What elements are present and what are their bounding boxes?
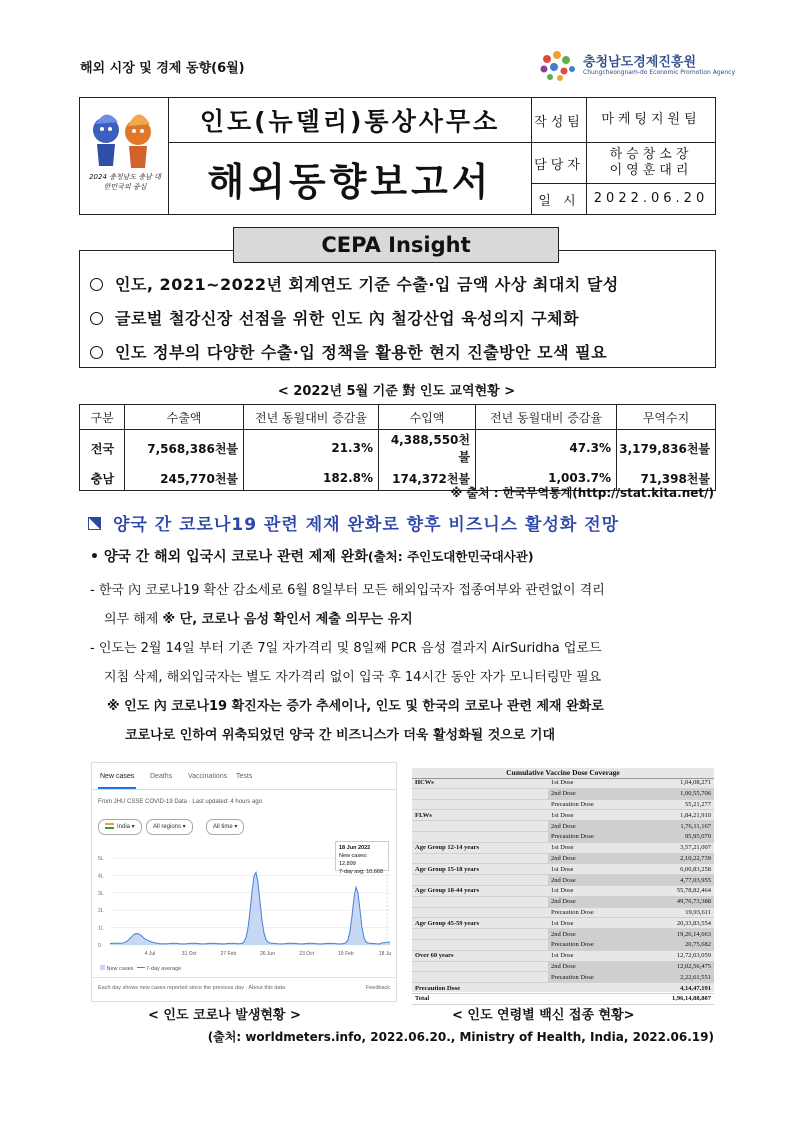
table-cell: 전국 [80, 430, 125, 467]
table-row [412, 972, 714, 983]
vaccine-value: 1,84,21,910 [634, 810, 714, 821]
table-row [412, 875, 714, 886]
vaccine-value: 1,96,14,88,807 [634, 993, 714, 1004]
trade-source: ※ 출처 : 한국무역통계(http://stat.kita.net/) [450, 486, 714, 500]
table-header: 구분 [80, 405, 125, 430]
vaccine-group: Over 60 years [412, 950, 548, 961]
x-tick-label: 31 Oct [181, 951, 197, 957]
vaccine-panel [412, 768, 714, 1003]
tooltip-cases: New cases: 12,899 [339, 853, 368, 867]
table-row [412, 788, 714, 799]
vaccine-dose: 2nd Dose [548, 821, 634, 832]
vaccine-dose: Precaution Dose [548, 799, 634, 810]
insight-text: 인도 정부의 다양한 수출·입 정책을 활용한 현지 진출방안 모색 필요 [115, 343, 608, 362]
tab-deaths[interactable]: Deaths [150, 773, 173, 780]
vaccine-value: 4,77,03,955 [634, 875, 714, 886]
vaccine-group [412, 788, 548, 799]
mascot-caption: 2024 충청남도 충남 대한민국의 중심 [89, 173, 161, 191]
vaccine-dose: 1st Dose [548, 918, 634, 929]
feedback-link[interactable]: Feedback [365, 985, 390, 991]
vaccine-value: 12,72,03,059 [634, 950, 714, 961]
table-row [412, 842, 714, 853]
vaccine-value: 95,95,070 [634, 831, 714, 842]
tooltip-avg: 7-day avg: 10,668 [339, 869, 384, 875]
vaccine-dose: 2nd Dose [548, 896, 634, 907]
vaccine-dose: 1st Dose [548, 950, 634, 961]
vaccine-dose: Precaution Dose [548, 831, 634, 842]
sub-heading-source: (출처: 주인도대한민국대사관) [367, 549, 534, 564]
table-cell: 245,770천불 [125, 466, 244, 491]
doc-label: 해외 시장 및 경제 동향(6월) [80, 61, 245, 76]
insight-item [90, 306, 579, 329]
sub-heading [90, 546, 534, 566]
table-row [412, 853, 714, 864]
manager-name-1: 하승창소장 [609, 147, 693, 162]
vaccine-value: 3,57,21,007 [634, 842, 714, 853]
vaccine-dose: 1st Dose [548, 864, 634, 875]
y-tick-label: 5L [98, 856, 104, 862]
circle-bullet-icon [90, 278, 103, 291]
table-header: 수출액 [125, 405, 244, 430]
tooltip-date: 18 Jun 2022 [339, 845, 371, 851]
table-row [412, 950, 714, 961]
vaccine-dose: Precaution Dose [548, 972, 634, 983]
vaccine-group [412, 929, 548, 940]
org-logo-icon [535, 47, 579, 83]
vaccine-group [412, 939, 548, 950]
vaccine-value: 1,76,11,167 [634, 821, 714, 832]
table-row [412, 864, 714, 875]
region-select[interactable]: All regions ▾ [146, 819, 193, 835]
vaccine-value: 55,21,277 [634, 799, 714, 810]
circle-bullet-icon [90, 346, 103, 359]
vaccine-table [412, 778, 714, 1005]
insight-item [90, 340, 607, 363]
y-tick-label: 1L [98, 925, 104, 932]
vaccine-dose: 2nd Dose [548, 875, 634, 886]
table-header: 수입액 [379, 405, 476, 430]
vaccine-value: 20,33,83,554 [634, 918, 714, 929]
vaccine-value: 1,04,08,271 [634, 778, 714, 788]
manager-name-2: 이영훈대리 [609, 163, 693, 178]
vaccine-group: Age Group 12-14 years [412, 842, 548, 853]
table-row [412, 939, 714, 950]
table-header-row [80, 405, 716, 430]
trade-table-caption: < 2022년 5월 기준 對 인도 교역현황 > [277, 384, 516, 399]
org-name-en: Chungcheongnam-do Economic Promotion Agency [583, 69, 736, 76]
note-line: ※ 인도 內 코로나19 확진자는 증가 추세이나, 인도 및 한국의 코로나 관련 제재 완화로 [107, 699, 604, 714]
report-title: 해외동향보고서 [169, 143, 532, 215]
vaccine-dose: 1st Dose [548, 810, 634, 821]
x-tick-label: 27 Feb [220, 951, 237, 957]
legend-item: 7-day average [146, 966, 182, 972]
table-row [412, 918, 714, 929]
vaccine-dose: 1st Dose [548, 842, 634, 853]
vaccine-dose: 2nd Dose [548, 788, 634, 799]
vaccine-group: Age Group 45-59 years [412, 918, 548, 929]
table-row [412, 778, 714, 788]
vaccine-group [412, 821, 548, 832]
tab-vaccinations[interactable]: Vaccinations [188, 773, 228, 780]
vaccine-dose [548, 993, 634, 1004]
table-row [412, 821, 714, 832]
manager-value [587, 143, 716, 184]
vaccine-group [412, 961, 548, 972]
vaccine-value: 2,22,61,551 [634, 972, 714, 983]
table-row [412, 896, 714, 907]
vaccine-dose: 1st Dose [548, 885, 634, 896]
circle-bullet-icon [90, 312, 103, 325]
table-header: 무역수지 [617, 405, 716, 430]
table-header: 전년 동월대비 증감율 [244, 405, 379, 430]
paragraph-1 [90, 576, 605, 634]
table-row [80, 430, 716, 467]
office-title: 인도(뉴델리)통상사무소 [169, 98, 532, 143]
vaccine-group [412, 853, 548, 864]
y-tick-label: 4L [98, 873, 104, 880]
vaccine-dose: 2nd Dose [548, 853, 634, 864]
table-cell: 71,398천불 [617, 466, 716, 491]
vaccine-group [412, 875, 548, 886]
table-row [412, 929, 714, 940]
table-row [412, 810, 714, 821]
vaccine-value: 19,93,611 [634, 907, 714, 918]
vaccine-dose: Precaution Dose [548, 939, 634, 950]
country-select[interactable]: India ▾ [98, 819, 142, 835]
vaccine-value: 12,02,56,475 [634, 961, 714, 972]
paragraph-line: - 인도는 2월 14일 부터 기존 7일 자가격리 및 8일째 PCR 음성 결과지 AirSuridha 업로드 [90, 641, 602, 656]
vaccine-value: 19,26,14,663 [634, 929, 714, 940]
table-cell: 174,372천불 [379, 466, 476, 491]
trade-table [79, 404, 716, 491]
table-cell: 3,179,836천불 [617, 430, 716, 467]
headline-text: 양국 간 코로나19 관련 제재 완화로 향후 비즈니스 활성화 전망 [113, 515, 620, 535]
time-select-label: All time [213, 824, 233, 830]
vaccine-value: 49,76,73,388 [634, 896, 714, 907]
graph-source: From JHU CSSE COVID-19 Data · Last updated: 4 hours ago [98, 799, 263, 805]
paragraph-line: 지침 삭제, 해외입국자는 별도 자가격리 없이 입국 후 14시간 동안 자가 모니터링만 필요 [104, 670, 602, 685]
paragraph-2 [90, 634, 602, 692]
table-row [412, 885, 714, 896]
vaccine-dose [548, 983, 634, 994]
country-select-label: India [117, 824, 131, 830]
chart-legend [100, 965, 181, 972]
vaccine-value: 4,14,47,191 [634, 983, 714, 994]
team-value: 마케팅지원팀 [587, 98, 716, 143]
vaccine-group: HCWs [412, 778, 548, 788]
y-tick-label: 0 [98, 943, 101, 949]
mascot-image [80, 98, 166, 210]
paragraph-line: - 한국 內 코로나19 확산 감소세로 6월 8일부터 모든 해외입국자 접종여부와 관련없이 격리 [90, 583, 605, 598]
covid-graph-panel [91, 762, 397, 1002]
table-cell: 47.3% [476, 430, 617, 467]
org-logo [535, 47, 736, 83]
table-row [412, 961, 714, 972]
table-cell: 4,388,550천불 [379, 430, 476, 467]
tab-tests[interactable]: Tests [236, 773, 253, 780]
vaccine-group [412, 907, 548, 918]
chart-tooltip [335, 841, 389, 875]
table-row [412, 831, 714, 842]
vaccine-value: 55,78,82,464 [634, 885, 714, 896]
vaccine-group: Precaution Dose [412, 983, 548, 994]
region-select-label: All regions [153, 824, 182, 830]
vaccine-dose: Precaution Dose [548, 907, 634, 918]
org-name: 충청남도경제진흥원 [583, 55, 697, 70]
graph-caption: < 인도 코로나 발생현황 > [148, 1008, 301, 1023]
manager-label: 담당자 [532, 143, 587, 184]
insight-title: CEPA Insight [233, 227, 559, 263]
legend-swatch-icon [100, 965, 105, 970]
paragraph-emphasis: ※ 단, 코로나 음성 확인서 제출 의무는 유지 [162, 612, 413, 627]
mascot-cell [80, 98, 169, 215]
vaccine-caption: < 인도 연령별 백신 접종 현황> [452, 1008, 635, 1023]
y-tick-label: 3L [98, 890, 104, 897]
insight-text: 인도, 2021~2022년 회계연도 기준 수출·입 금액 사상 최대치 달성 [115, 275, 619, 294]
x-tick-label: 4 Jul [144, 951, 156, 957]
note [107, 692, 604, 750]
vaccine-value: 20,75,682 [634, 939, 714, 950]
table-cell: 7,568,386천불 [125, 430, 244, 467]
vaccine-title: Cumulative Vaccine Dose Coverage [412, 768, 714, 779]
table-row [412, 799, 714, 810]
note-line: 코로나로 인하여 위축되었던 양국 간 비즈니스가 더욱 활성화될 것으로 기대 [125, 728, 556, 743]
vaccine-value: 1,00,55,706 [634, 788, 714, 799]
sub-heading-text: • 양국 간 해외 입국시 코로나 관련 제제 완화 [90, 549, 368, 565]
table-header: 전년 동월대비 증감율 [476, 405, 617, 430]
vaccine-group [412, 896, 548, 907]
time-select[interactable]: All time ▾ [206, 819, 244, 835]
square-bullet-icon [88, 517, 101, 530]
paragraph-line [90, 605, 605, 634]
table-row [412, 907, 714, 918]
insight-item [90, 272, 619, 295]
table-cell: 182.8% [244, 466, 379, 491]
table-cell: 21.3% [244, 430, 379, 467]
y-tick-label: 2L [98, 908, 104, 915]
figure-source: (출처: worldmeters.info, 2022.06.20., Ministry of Health, India, 2022.06.19) [207, 1030, 714, 1044]
vaccine-group [412, 831, 548, 842]
insight-text: 글로벌 철강신장 선점을 위한 인도 內 철강산업 육성의지 구체화 [115, 309, 579, 328]
vaccine-group [412, 799, 548, 810]
legend-line-icon [137, 967, 145, 969]
x-tick-label: 26 Jun [259, 951, 276, 957]
vaccine-value: 6,00,83,258 [634, 864, 714, 875]
vaccine-value: 2,10,22,739 [634, 853, 714, 864]
date-value: 2022.06.20 [587, 184, 716, 215]
vaccine-group: FLWs [412, 810, 548, 821]
table-row [412, 993, 714, 1004]
vaccine-dose: 2nd Dose [548, 929, 634, 940]
graph-footer: Each day shows new cases reported since the previous day · About this data [98, 985, 286, 991]
legend-item: New cases [106, 966, 134, 972]
vaccine-group [412, 972, 548, 983]
table-cell: 충남 [80, 466, 125, 491]
paragraph-text: 의무 해제 [104, 612, 163, 627]
x-tick-label: 19 Feb [338, 951, 354, 957]
x-tick-label: 23 Oct [299, 951, 315, 957]
vaccine-group: Age Group 18-44 years [412, 885, 548, 896]
table-cell: 1,003.7% [476, 466, 617, 491]
vaccine-group: Age Group 15-18 years [412, 864, 548, 875]
date-label: 일 시 [532, 184, 587, 215]
section-headline [88, 510, 619, 535]
vaccine-group: Total [412, 993, 548, 1004]
vaccine-dose: 1st Dose [548, 778, 634, 788]
team-label: 작성팀 [532, 98, 587, 143]
table-row [412, 983, 714, 994]
tab-new-cases[interactable]: New cases [100, 773, 135, 780]
title-block [79, 97, 716, 215]
x-tick-label: 18 Ju [378, 951, 392, 957]
footer-divider [92, 977, 396, 978]
vaccine-dose: 2nd Dose [548, 961, 634, 972]
